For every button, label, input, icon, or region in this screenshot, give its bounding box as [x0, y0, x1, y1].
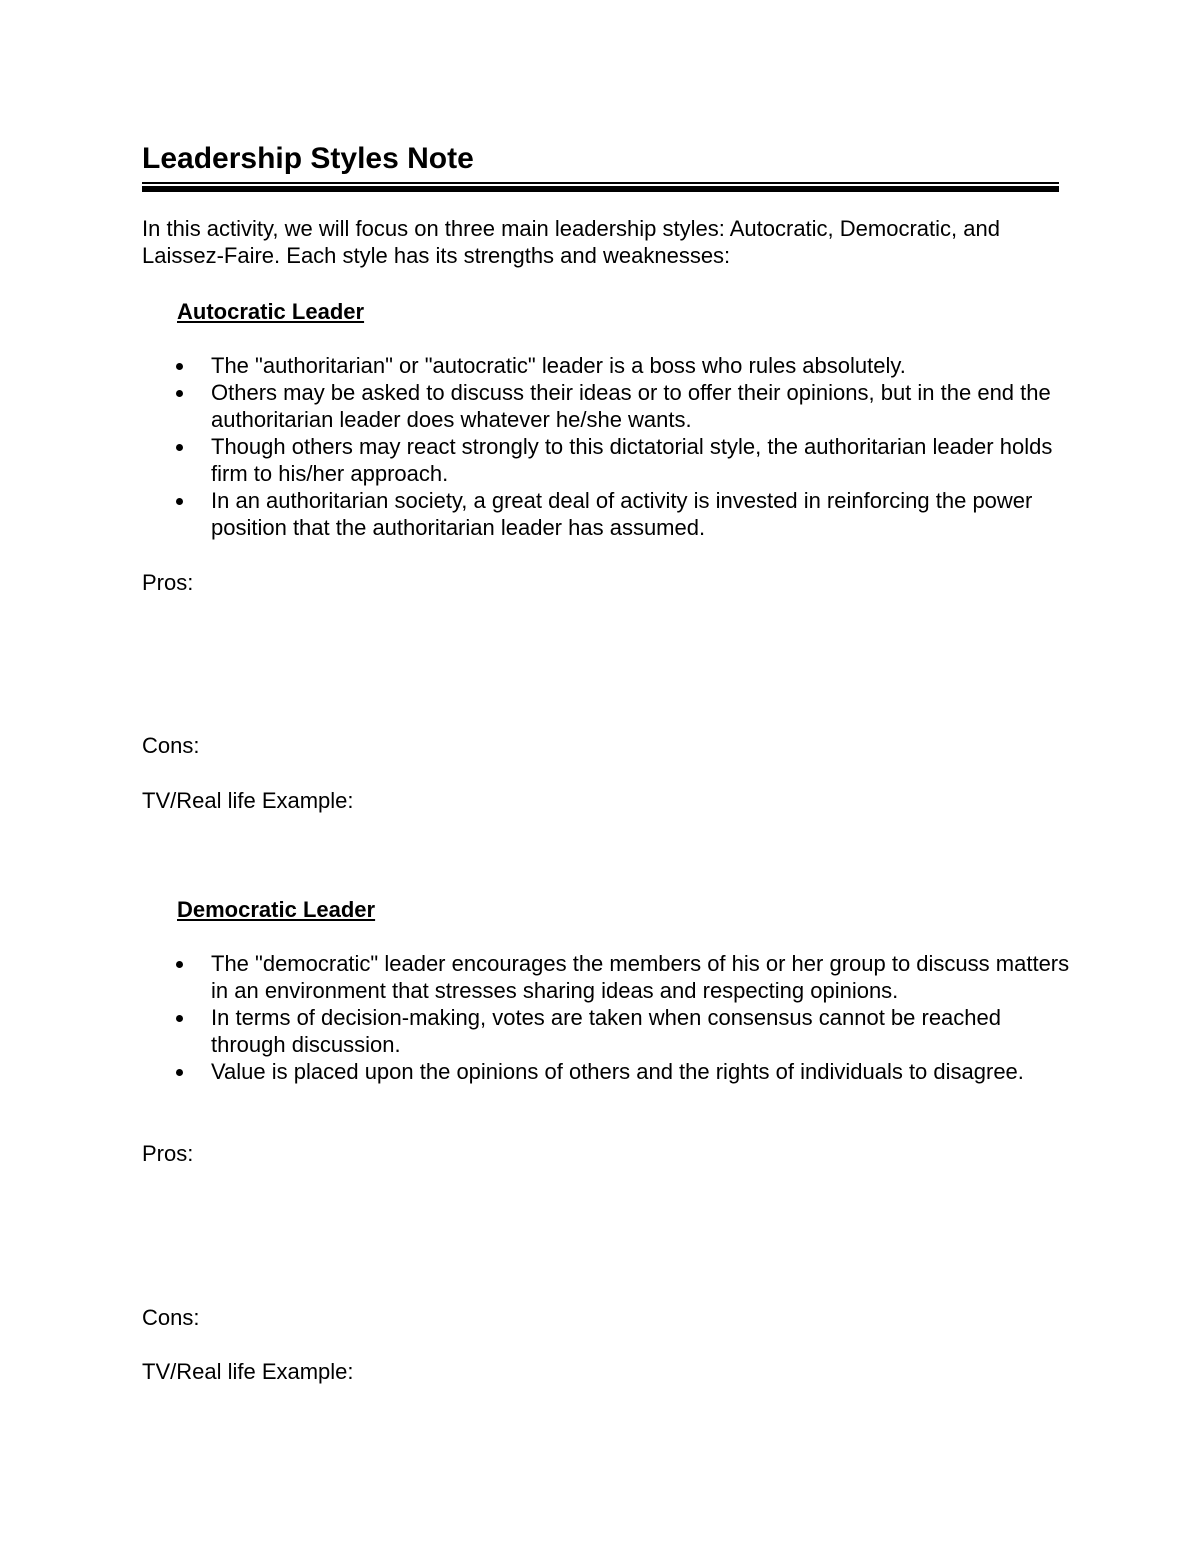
list-item — [172, 487, 1072, 541]
list-item-text: In an authoritarian society, a great deal of activity is invested in reinforcing the power position that the authoritarian leader has assumed. — [211, 488, 1033, 540]
democratic-example-label: TV/Real life Example: — [142, 1359, 354, 1384]
bullet-icon — [176, 363, 183, 370]
list-item-text: Others may be asked to discuss their ideas or to offer their opinions, but in the end the authoritarian leader does whatever he/she wants. — [211, 380, 1051, 432]
list-item — [172, 379, 1072, 433]
autocratic-pros-label: Pros: — [142, 570, 194, 595]
list-item — [172, 950, 1072, 1004]
list-item-text: The "authoritarian" or "autocratic" leader is a boss who rules absolutely. — [211, 353, 906, 378]
list-item — [172, 1004, 1072, 1058]
democratic-pros-label: Pros: — [142, 1141, 194, 1166]
bullet-icon — [176, 961, 183, 968]
title-divider-thin — [142, 182, 1059, 184]
autocratic-bullet-list — [172, 352, 1072, 541]
bullet-icon — [176, 1069, 183, 1076]
title-divider-thick — [142, 186, 1059, 192]
list-item — [172, 1058, 1072, 1085]
list-item — [172, 352, 1072, 379]
list-item-text: In terms of decision-making, votes are taken when consensus cannot be reached through discussion. — [211, 1005, 1002, 1057]
bullet-icon — [176, 498, 183, 505]
section-heading-autocratic: Autocratic Leader — [177, 299, 365, 324]
bullet-icon — [176, 390, 183, 397]
autocratic-example-label: TV/Real life Example: — [142, 788, 354, 813]
intro-paragraph: In this activity, we will focus on three main leadership styles: Autocratic, Democratic, and Laissez-Faire. Each style has its strengths and weaknesses: — [142, 216, 1000, 268]
page-title: Leadership Styles Note — [142, 142, 474, 175]
democratic-cons-label: Cons: — [142, 1305, 200, 1330]
list-item-text: The "democratic" leader encourages the members of his or her group to discuss matters in an environment that stresses sharing ideas and respecting opinions. — [211, 951, 1070, 1003]
autocratic-cons-label: Cons: — [142, 733, 200, 758]
democratic-bullet-list — [172, 950, 1072, 1085]
list-item-text: Though others may react strongly to this dictatorial style, the authoritarian leader holds firm to his/her approach. — [211, 434, 1053, 486]
list-item — [172, 433, 1072, 487]
list-item-text: Value is placed upon the opinions of others and the rights of individuals to disagree. — [211, 1059, 1024, 1084]
section-heading-democratic: Democratic Leader — [177, 897, 376, 922]
bullet-icon — [176, 1015, 183, 1022]
bullet-icon — [176, 444, 183, 451]
